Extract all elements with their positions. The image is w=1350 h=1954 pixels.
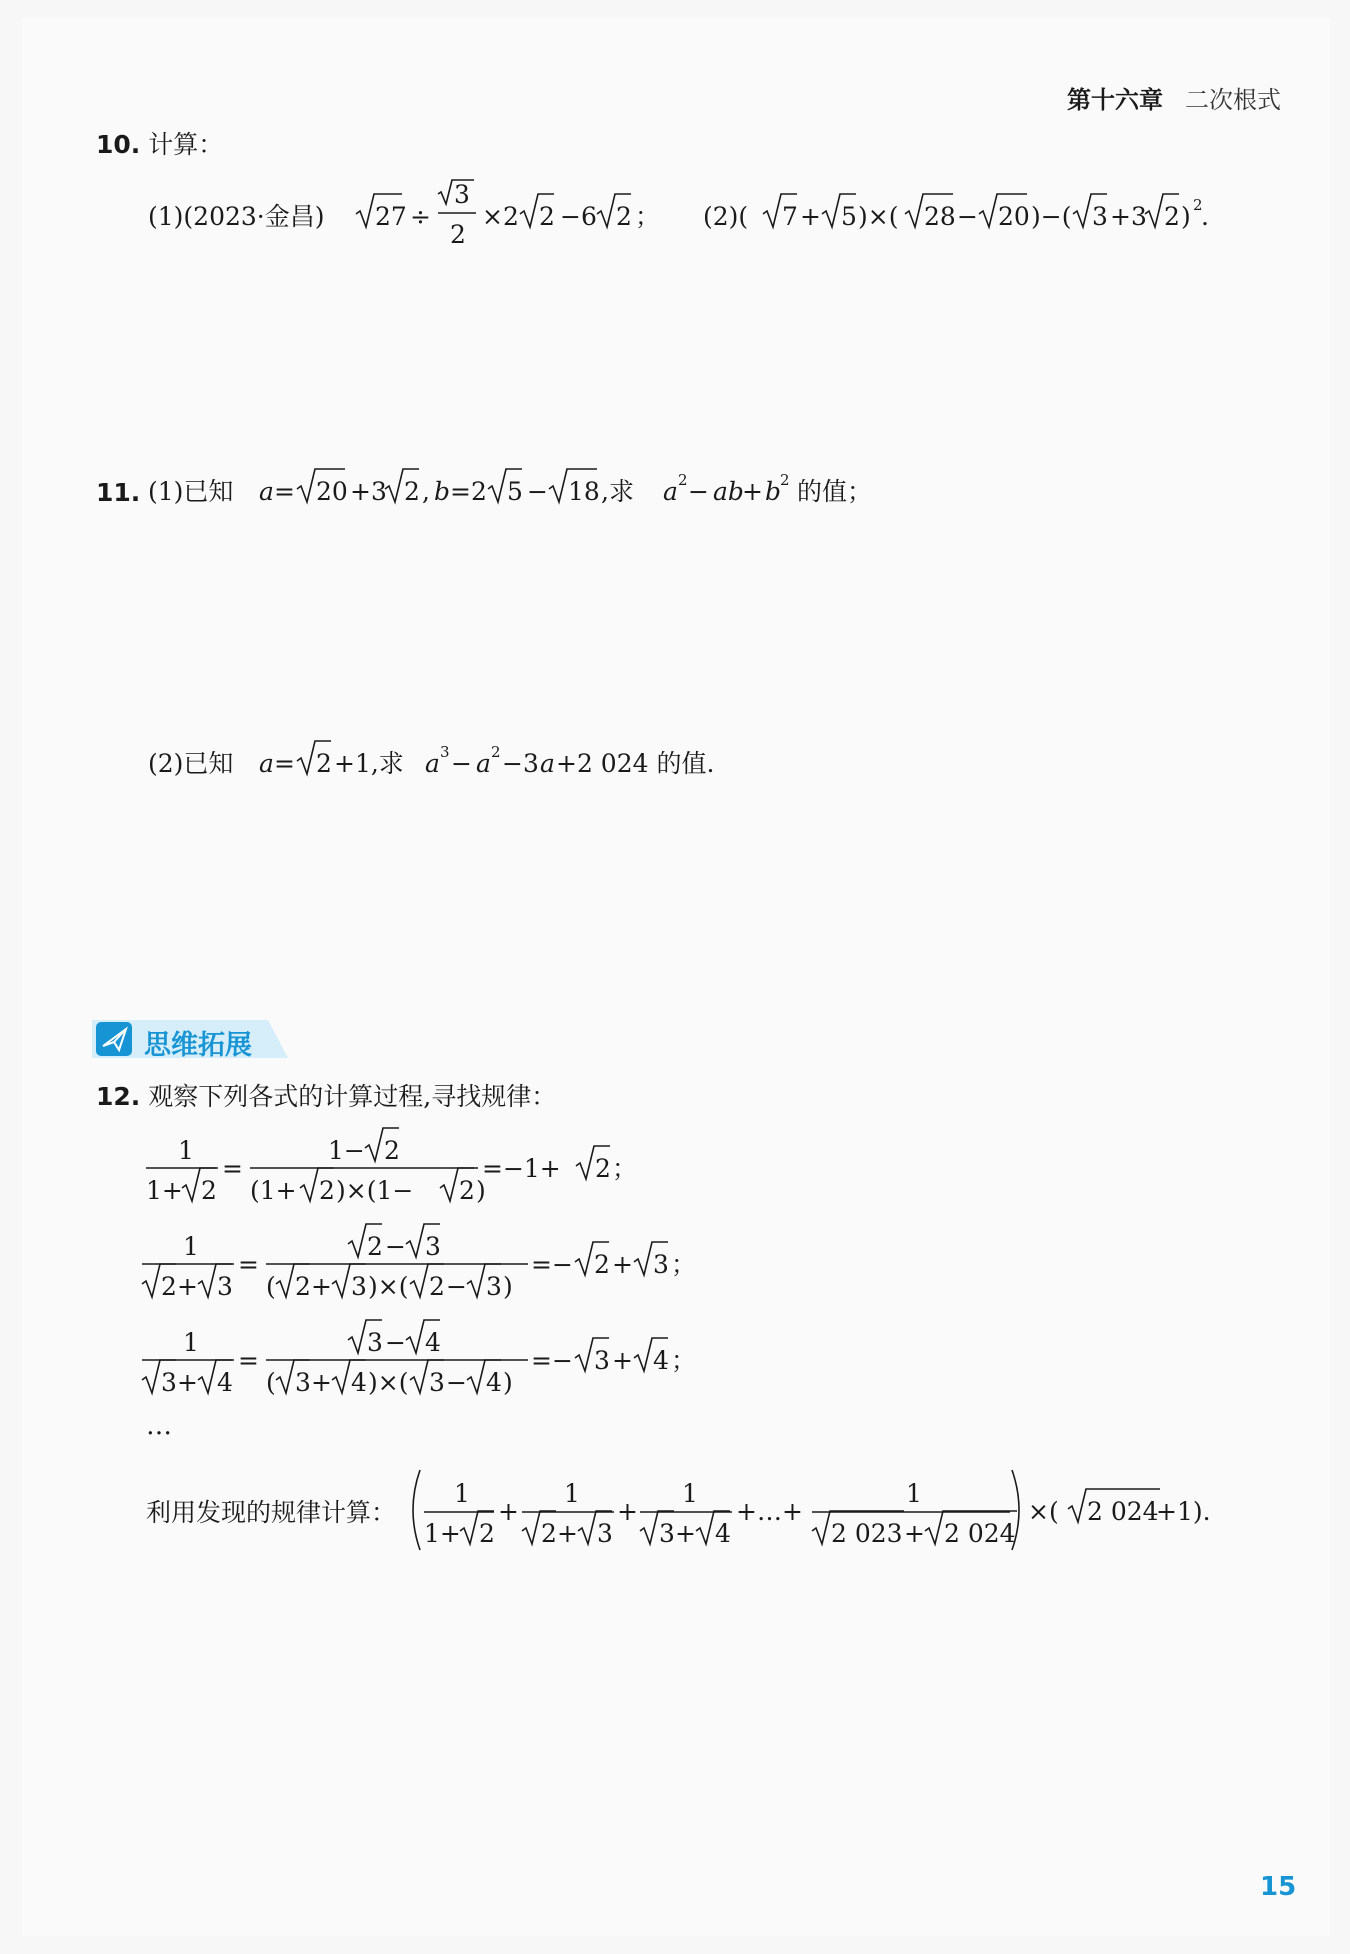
svg-text:): ) xyxy=(503,1272,513,1301)
svg-text:(1)(2023·金昌): (1)(2023·金昌) xyxy=(148,202,325,231)
svg-text:+: + xyxy=(557,1519,578,1548)
svg-text:20: 20 xyxy=(316,477,348,506)
svg-text:−: − xyxy=(527,477,548,506)
question-number: 12. xyxy=(96,1082,141,1111)
svg-text:): ) xyxy=(503,1368,513,1397)
svg-text:4: 4 xyxy=(486,1368,502,1397)
svg-text:2: 2 xyxy=(367,1232,383,1261)
svg-text:=: = xyxy=(274,749,295,778)
svg-text:3: 3 xyxy=(1092,202,1108,231)
svg-text:)×(: )×( xyxy=(368,1368,409,1397)
svg-text:2 024: 2 024 xyxy=(944,1519,1016,1548)
svg-text:−: − xyxy=(446,1368,467,1397)
svg-text:4: 4 xyxy=(425,1328,441,1357)
question-11-number: 11. xyxy=(96,478,141,507)
svg-text:+: + xyxy=(904,1519,925,1548)
svg-text:2: 2 xyxy=(319,1176,335,1205)
question-12-task-expression xyxy=(413,1470,1211,1550)
svg-text:=−1+: =−1+ xyxy=(482,1154,561,1183)
svg-text:(2)已知: (2)已知 xyxy=(148,749,234,778)
svg-text:−: − xyxy=(446,1272,467,1301)
question-number: 10. xyxy=(96,130,141,159)
svg-text:20: 20 xyxy=(998,202,1030,231)
svg-text:×(: ×( xyxy=(1028,1497,1059,1526)
svg-text:2: 2 xyxy=(161,1272,177,1301)
svg-text:5: 5 xyxy=(507,477,523,506)
svg-text:+: + xyxy=(311,1368,332,1397)
svg-text:+…+: +…+ xyxy=(736,1497,803,1526)
svg-text:2: 2 xyxy=(616,202,632,231)
svg-text:2: 2 xyxy=(404,477,420,506)
svg-text:1: 1 xyxy=(682,1479,698,1508)
svg-text:=2: =2 xyxy=(450,477,487,506)
svg-text:2: 2 xyxy=(491,743,501,761)
svg-text:3: 3 xyxy=(454,180,470,209)
question-12-equation-1 xyxy=(146,1128,637,1205)
svg-text:−3: −3 xyxy=(502,749,539,778)
svg-text:=: = xyxy=(238,1346,259,1375)
svg-text:3: 3 xyxy=(594,1346,610,1375)
svg-text:3: 3 xyxy=(429,1368,445,1397)
svg-text:1: 1 xyxy=(906,1479,922,1508)
svg-text:,: , xyxy=(422,477,430,506)
svg-text:3: 3 xyxy=(659,1519,675,1548)
svg-text:3: 3 xyxy=(295,1368,311,1397)
svg-text:+3: +3 xyxy=(1110,202,1147,231)
svg-text:；: ； xyxy=(671,1346,697,1375)
svg-text:)×(1−: )×(1− xyxy=(336,1176,414,1205)
svg-text:)−(: )−( xyxy=(1031,202,1072,231)
svg-text:(: ( xyxy=(266,1368,276,1397)
svg-text:3: 3 xyxy=(367,1328,383,1357)
svg-text:2: 2 xyxy=(1193,196,1203,214)
task-label: 利用发现的规律计算： xyxy=(146,1498,397,1527)
svg-text:+: + xyxy=(498,1497,519,1526)
svg-text:a: a xyxy=(259,749,274,778)
svg-text:+: + xyxy=(177,1272,198,1301)
svg-text:4: 4 xyxy=(351,1368,367,1397)
svg-text:+1,求: +1,求 xyxy=(334,749,404,778)
section-title: 思维拓展 xyxy=(144,1030,252,1061)
chapter-topic: 二次根式 xyxy=(1185,86,1281,114)
svg-text:3: 3 xyxy=(161,1368,177,1397)
svg-text:3: 3 xyxy=(486,1272,502,1301)
svg-text:；: ； xyxy=(671,1250,697,1279)
svg-text:1−: 1− xyxy=(328,1136,365,1165)
svg-text:+: + xyxy=(742,477,763,506)
svg-text:2: 2 xyxy=(595,1154,611,1183)
svg-text:4: 4 xyxy=(217,1368,233,1397)
svg-text:.: . xyxy=(1201,202,1209,231)
svg-text:−: − xyxy=(688,477,709,506)
svg-text:=−: =− xyxy=(531,1346,573,1375)
svg-text:+: + xyxy=(311,1272,332,1301)
svg-text:)×(: )×( xyxy=(858,202,899,231)
svg-text:a: a xyxy=(540,749,555,778)
svg-text:2 023: 2 023 xyxy=(831,1519,903,1548)
page-number: 15 xyxy=(1260,1872,1297,1902)
question-prompt: 观察下列各式的计算过程,寻找规律： xyxy=(148,1082,557,1111)
svg-text:)×(: )×( xyxy=(368,1272,409,1301)
svg-text:a: a xyxy=(476,749,491,778)
svg-text:28: 28 xyxy=(924,202,956,231)
svg-text:+: + xyxy=(612,1346,633,1375)
svg-text:+: + xyxy=(800,202,821,231)
svg-text:+: + xyxy=(612,1250,633,1279)
svg-text:；: ； xyxy=(612,1154,638,1183)
svg-text:；: ； xyxy=(635,202,661,231)
svg-text:2 024: 2 024 xyxy=(1087,1497,1159,1526)
svg-text:2: 2 xyxy=(541,1519,557,1548)
svg-text:2: 2 xyxy=(316,749,332,778)
svg-text:2: 2 xyxy=(459,1176,475,1205)
svg-text:b: b xyxy=(434,477,451,506)
svg-text:−: − xyxy=(957,202,978,231)
svg-text:×2: ×2 xyxy=(482,202,519,231)
svg-text:5: 5 xyxy=(841,202,857,231)
svg-text:−: − xyxy=(385,1232,406,1261)
question-10-part-1 xyxy=(148,180,660,249)
svg-text:+: + xyxy=(617,1497,638,1526)
svg-text:=: = xyxy=(274,477,295,506)
svg-text:3: 3 xyxy=(597,1519,613,1548)
svg-text:4: 4 xyxy=(715,1519,731,1548)
question-11-part-1 xyxy=(148,469,872,506)
svg-text:2: 2 xyxy=(1164,202,1180,231)
svg-text:−6: −6 xyxy=(560,202,597,231)
question-12-header xyxy=(96,1084,556,1109)
svg-text:2: 2 xyxy=(479,1519,495,1548)
question-10-part-2 xyxy=(703,194,1209,231)
svg-text:(: ( xyxy=(266,1272,276,1301)
svg-text:): ) xyxy=(476,1176,486,1205)
svg-text:3: 3 xyxy=(440,743,450,761)
svg-text:2: 2 xyxy=(678,471,688,489)
svg-text:÷: ÷ xyxy=(410,202,431,231)
svg-text:2: 2 xyxy=(201,1176,217,1205)
question-12-equation-3 xyxy=(142,1320,696,1397)
svg-text:18: 18 xyxy=(568,477,600,506)
svg-text:3: 3 xyxy=(217,1272,233,1301)
svg-text:2: 2 xyxy=(429,1272,445,1301)
svg-text:): ) xyxy=(1181,202,1191,231)
paper-plane-icon xyxy=(96,1022,132,1056)
svg-text:1: 1 xyxy=(183,1328,199,1357)
svg-text:a: a xyxy=(663,477,678,506)
svg-text:(1)已知: (1)已知 xyxy=(148,477,234,506)
svg-text:3: 3 xyxy=(351,1272,367,1301)
svg-text:,求: ,求 xyxy=(601,477,634,506)
question-12-equation-2 xyxy=(142,1224,696,1301)
svg-text:1+: 1+ xyxy=(146,1176,183,1205)
chapter-label: 第十六章 xyxy=(1067,86,1163,114)
question-11-part-2 xyxy=(148,741,714,778)
svg-text:1: 1 xyxy=(178,1136,194,1165)
svg-text:a: a xyxy=(259,477,274,506)
svg-text:1: 1 xyxy=(564,1479,580,1508)
svg-text:27: 27 xyxy=(375,202,407,231)
svg-text:=: = xyxy=(238,1250,259,1279)
svg-text:1: 1 xyxy=(183,1232,199,1261)
svg-text:的值；: 的值； xyxy=(797,477,873,506)
svg-text:(2)(: (2)( xyxy=(703,202,749,231)
svg-text:+: + xyxy=(177,1368,198,1397)
svg-text:−: − xyxy=(385,1328,406,1357)
svg-text:7: 7 xyxy=(782,202,798,231)
svg-text:2: 2 xyxy=(594,1250,610,1279)
question-prompt: 计算： xyxy=(148,130,224,159)
svg-text:+1).: +1). xyxy=(1156,1497,1211,1526)
svg-text:ab: ab xyxy=(713,477,744,506)
svg-text:1+: 1+ xyxy=(424,1519,461,1548)
svg-text:+: + xyxy=(675,1519,696,1548)
svg-text:4: 4 xyxy=(653,1346,669,1375)
svg-text:=−: =− xyxy=(531,1250,573,1279)
svg-text:3: 3 xyxy=(425,1232,441,1261)
svg-text:2: 2 xyxy=(384,1136,400,1165)
svg-text:3: 3 xyxy=(653,1250,669,1279)
svg-text:+2 024 的值.: +2 024 的值. xyxy=(556,749,715,778)
svg-text:1: 1 xyxy=(454,1479,470,1508)
svg-text:2: 2 xyxy=(295,1272,311,1301)
svg-text:2: 2 xyxy=(450,220,466,249)
svg-text:2: 2 xyxy=(539,202,555,231)
svg-text:=: = xyxy=(222,1154,243,1183)
svg-text:a: a xyxy=(425,749,440,778)
svg-text:−: − xyxy=(451,749,472,778)
ellipsis: … xyxy=(146,1411,172,1441)
svg-text:2: 2 xyxy=(780,471,790,489)
svg-text:(1+: (1+ xyxy=(250,1176,297,1205)
svg-text:+3: +3 xyxy=(350,477,387,506)
svg-text:b: b xyxy=(765,477,782,506)
